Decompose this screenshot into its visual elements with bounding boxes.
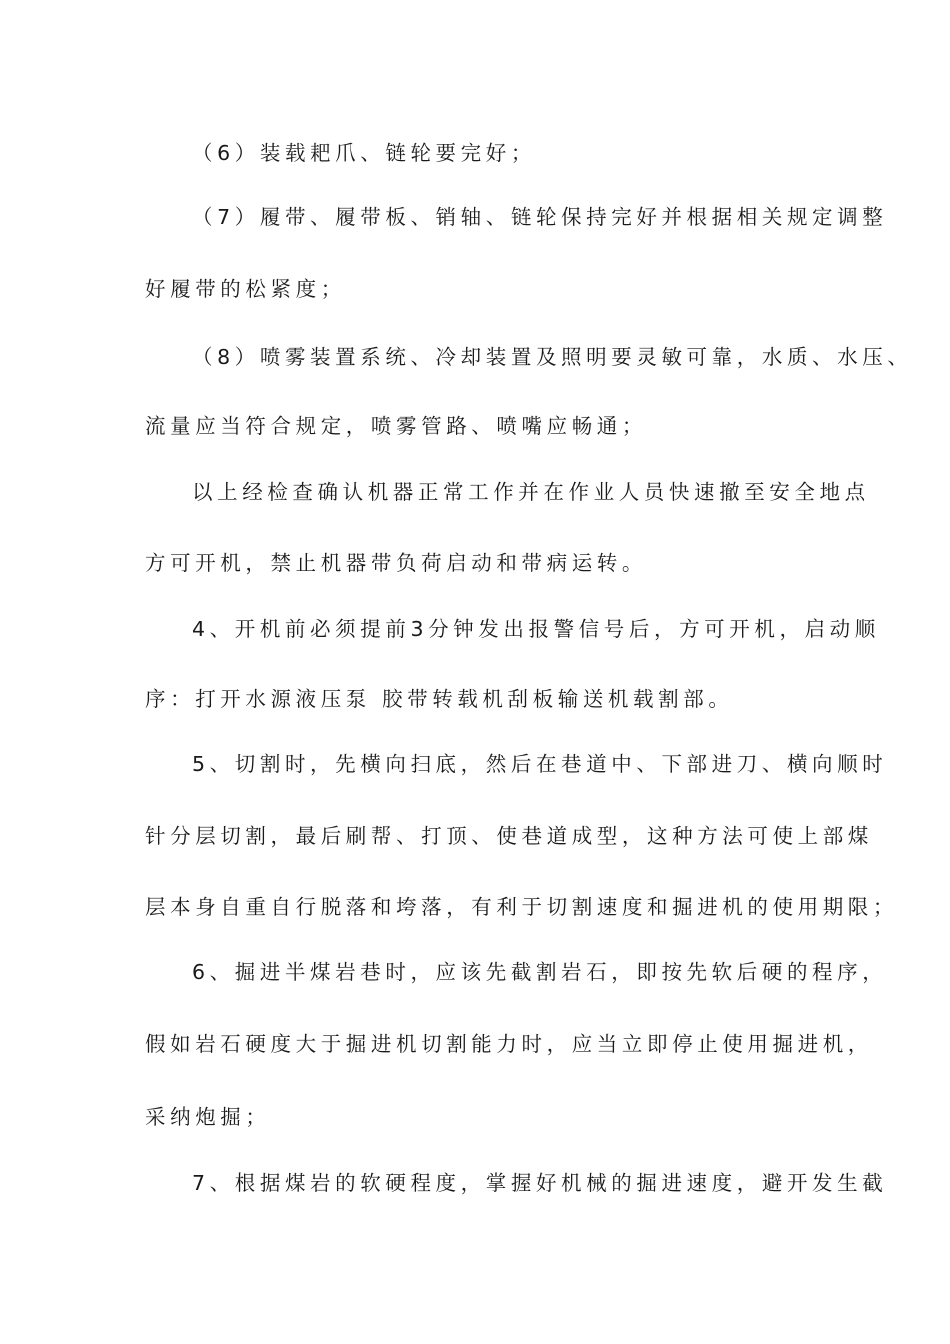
paragraph-item-8-continued: 流量应当符合规定，喷雾管路、喷嘴应畅通； xyxy=(145,414,647,438)
paragraph-6: 6、掘进半煤岩巷时，应该先截割岩石，即按先软后硬的程序， xyxy=(192,960,888,984)
paragraph-4: 4、开机前必须提前3分钟发出报警信号后，方可开机，启动顺 xyxy=(192,617,880,641)
paragraph-summary-continued: 方可开机，禁止机器带负荷启动和带病运转。 xyxy=(145,551,647,575)
paragraph-5: 5、切割时，先横向扫底，然后在巷道中、下部进刀、横向顺时 xyxy=(192,752,888,776)
paragraph-6-continued-1: 假如岩石硬度大于掘进机切割能力时，应当立即停止使用掘进机， xyxy=(145,1032,873,1056)
paragraph-5-continued-2: 层本身自重自行脱落和垮落，有利于切割速度和掘进机的使用期限； xyxy=(145,895,898,919)
paragraph-summary: 以上经检查确认机器正常工作并在作业人员快速撤至安全地点 xyxy=(192,480,870,504)
paragraph-7: 7、根据煤岩的软硬程度，掌握好机械的掘进速度，避开发生截 xyxy=(192,1171,888,1195)
paragraph-item-7: （7）履带、履带板、销轴、链轮保持完好并根据相关规定调整 xyxy=(192,205,888,229)
paragraph-4-continued: 序：打开水源液压泵 胶带转载机刮板输送机载割部。 xyxy=(145,687,734,711)
paragraph-item-8: （8）喷雾装置系统、冷却装置及照明要灵敏可靠，水质、水压、 xyxy=(192,345,913,369)
paragraph-5-continued-1: 针分层切割，最后刷帮、打顶、使巷道成型，这种方法可使上部煤 xyxy=(145,824,873,848)
paragraph-item-7-continued: 好履带的松紧度； xyxy=(145,277,346,301)
paragraph-6-continued-2: 采纳炮掘； xyxy=(145,1105,271,1129)
paragraph-item-6: （6）装载耙爪、链轮要完好； xyxy=(192,141,536,165)
